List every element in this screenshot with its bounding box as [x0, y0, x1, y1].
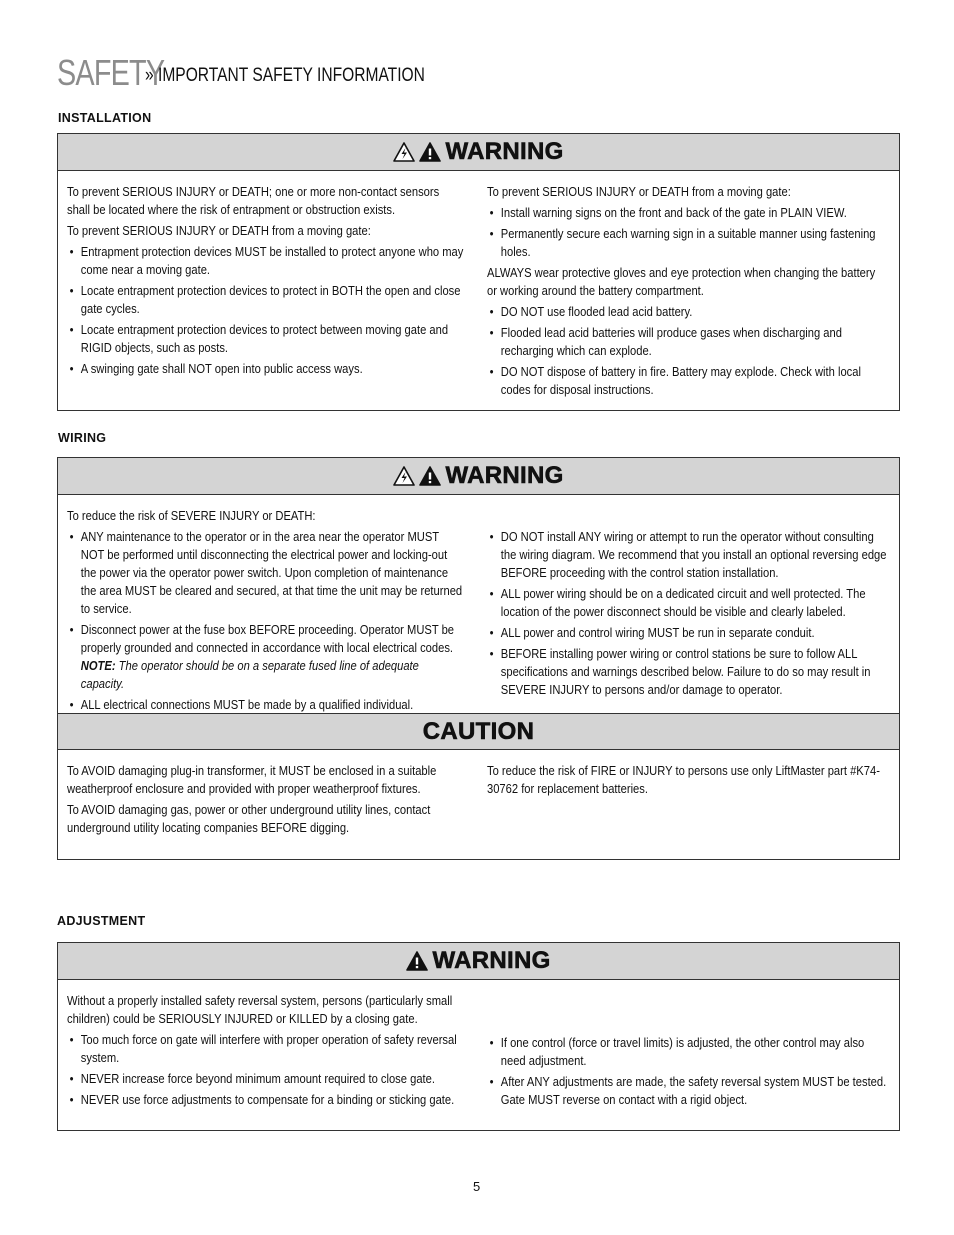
paragraph: To reduce the risk of SEVERE INJURY or DEATH:: [67, 508, 316, 523]
paragraph: To AVOID damaging gas, power or other underground utility lines, contact underground utility locating companies BEFORE digging.: [67, 802, 431, 835]
warning-label: WARNING: [432, 947, 551, 974]
list-item: • DO NOT install ANY wiring or attempt to run the operator without consulting the wiring diagram. We recommend that you install an optional reversing edge BEFORE proceeding with the control station installation.: [487, 528, 888, 582]
paragraph: To reduce the risk of FIRE or INJURY to persons use only LiftMaster part #K74-30762 for replacement batteries.: [487, 763, 880, 796]
installation-left-column: [67, 183, 478, 402]
paragraph: To prevent SERIOUS INJURY or DEATH from a moving gate:: [487, 184, 791, 199]
paragraph: ALWAYS wear protective gloves and eye protection when changing the battery or working around the battery compartment.: [487, 265, 876, 298]
list-item: • NEVER increase force beyond minimum amount required to close gate.: [67, 1070, 465, 1088]
wiring-right-column: [478, 507, 889, 713]
list-item: • ANY maintenance to the operator or in the area near the operator MUST NOT be performed until disconnecting the electrical power and locking-out the power via the operator power switch. Upon completion of maintenance the area MUST be cleared and secured, at that time the unit may be returned to service.: [67, 528, 465, 618]
list-item: • Entrapment protection devices MUST be installed to protect anyone who may come near a moving gate.: [67, 243, 465, 279]
list-item: • Install warning signs on the front and back of the gate in PLAIN VIEW.: [487, 204, 888, 222]
installation-warning-box: [57, 133, 900, 411]
electric-shock-triangle-icon: [393, 142, 415, 162]
caution-label: CAUTION: [422, 717, 535, 745]
list-item: • A swinging gate shall NOT open into public access ways.: [67, 360, 465, 378]
wiring-left-column: [67, 507, 478, 713]
list-item: • NEVER use force adjustments to compensate for a binding or sticking gate.: [67, 1091, 465, 1109]
paragraph: Without a properly installed safety reversal system, persons (particularly small children) could be SERIOUSLY INJURED or KILLED by a closing gate.: [67, 993, 453, 1026]
caution-right-column: [478, 762, 889, 840]
caution-left-column: [67, 762, 478, 840]
list-item: • Locate entrapment protection devices to protect in BOTH the open and close gate cycles.: [67, 282, 465, 318]
list-item-text: Disconnect power at the fuse box BEFORE proceeding. Operator MUST be properly grounded and connected in accordance with local electrical codes.: [80, 622, 455, 655]
warning-banner: [58, 134, 899, 171]
list-item: • ALL power wiring should be on a dedicated circuit and well protected. The location of the power disconnect should be visible and clearly labeled.: [487, 585, 888, 621]
list-item: • BEFORE installing power wiring or control stations be sure to follow ALL specifications and warnings described below. Failure to do so may result in SEVERE INJURY to persons and/or damage to operator.: [487, 645, 888, 699]
section-title-installation: INSTALLATION: [58, 111, 152, 125]
paragraph: To prevent SERIOUS INJURY or DEATH from a moving gate:: [67, 223, 371, 238]
adjustment-left-column: [67, 992, 478, 1112]
list-item: [67, 621, 465, 693]
list-item: • Locate entrapment protection devices to protect between moving gate and RIGID objects, such as posts.: [67, 321, 465, 357]
warning-triangle-icon: [419, 142, 441, 162]
section-title-wiring: WIRING: [58, 431, 107, 445]
list-item: • If one control (force or travel limits) is adjusted, the other control may also need adjustment.: [487, 1034, 888, 1070]
warning-banner: [58, 943, 899, 980]
note-text: The operator should be on a separate fused line of adequate capacity.: [80, 658, 419, 691]
adjustment-warning-box: [57, 942, 900, 1131]
list-item: • After ANY adjustments are made, the safety reversal system MUST be tested. Gate MUST reverse on contact with a rigid object.: [487, 1073, 888, 1109]
warning-triangle-icon: [406, 951, 428, 971]
electric-shock-triangle-icon: [393, 466, 415, 486]
warning-label: WARNING: [445, 462, 564, 489]
list-item: • Too much force on gate will interfere with proper operation of safety reversal system.: [67, 1031, 465, 1067]
list-item: • ALL power and control wiring MUST be run in separate conduit.: [487, 624, 888, 642]
warning-triangle-icon: [419, 466, 441, 486]
installation-right-column: [478, 183, 889, 402]
caution-banner: [58, 713, 899, 750]
page-number: 5: [473, 1179, 481, 1194]
list-item: • DO NOT use flooded lead acid battery.: [487, 303, 888, 321]
warning-banner: [58, 458, 899, 495]
list-item: • ALL electrical connections MUST be made by a qualified individual.: [67, 696, 465, 714]
paragraph: To prevent SERIOUS INJURY or DEATH; one or more non-contact sensors shall be located where the risk of entrapment or obstruction exists.: [67, 184, 440, 217]
page-header: [57, 52, 425, 94]
warning-label: WARNING: [445, 138, 564, 165]
header-title: SAFETY: [57, 52, 165, 93]
wiring-warning-box: [57, 457, 900, 860]
list-item: • DO NOT dispose of battery in fire. Battery may explode. Check with local codes for disposal instructions.: [487, 363, 888, 399]
section-title-adjustment: ADJUSTMENT: [57, 914, 146, 928]
list-item: • Flooded lead acid batteries will produce gases when discharging and recharging which can explode.: [487, 324, 888, 360]
header-subtitle: » IMPORTANT SAFETY INFORMATION: [145, 65, 425, 86]
list-item: • Permanently secure each warning sign in a suitable manner using fastening holes.: [487, 225, 888, 261]
adjustment-right-column: [478, 992, 889, 1112]
paragraph: To AVOID damaging plug-in transformer, it MUST be enclosed in a suitable weatherproof enclosure and provided with proper weatherproof fixtures.: [67, 763, 437, 796]
note-label: NOTE:: [80, 658, 116, 673]
